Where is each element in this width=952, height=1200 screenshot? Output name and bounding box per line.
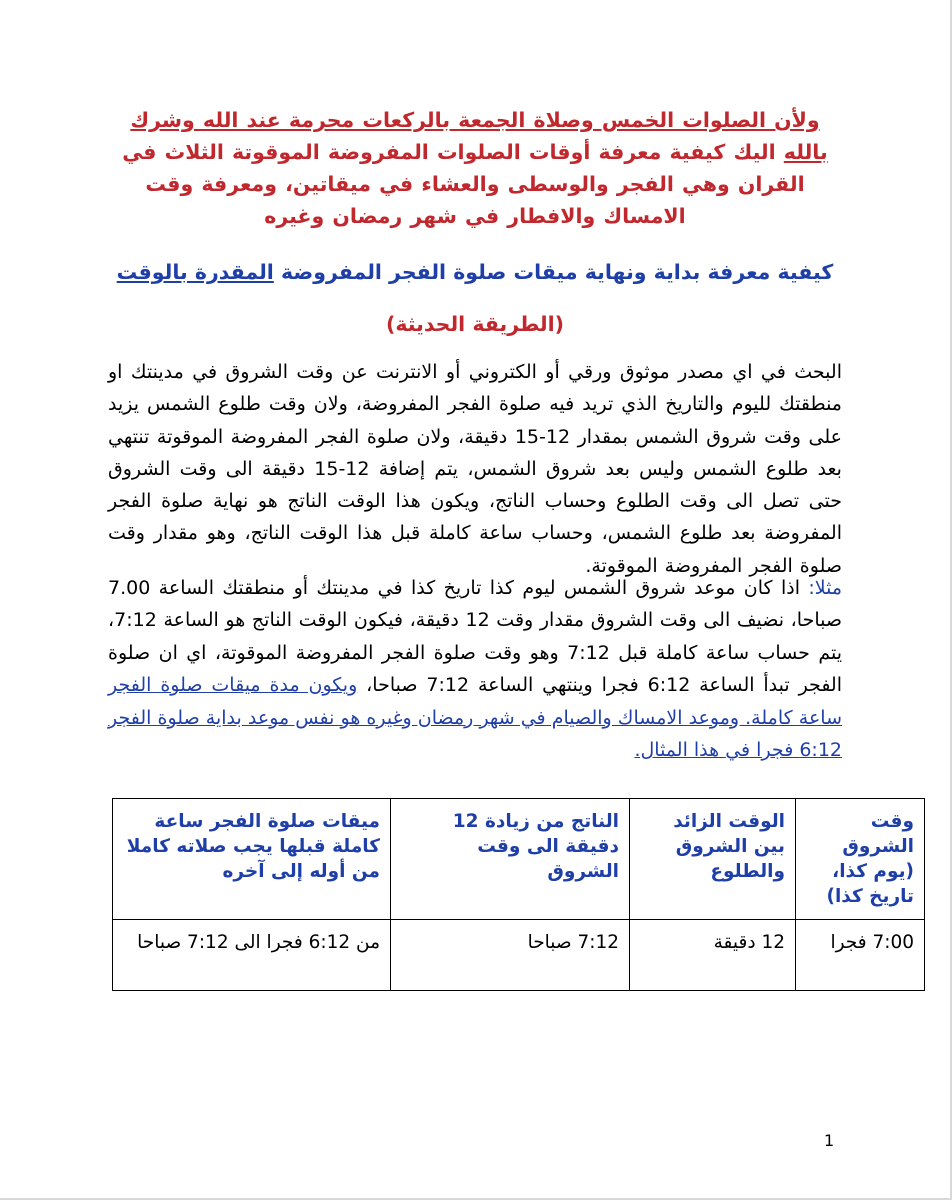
- header-sunrise-time: وقت الشروق (يوم كذا، تاريخ كذا): [796, 799, 925, 920]
- heading-underlined-text: المقدرة بالوقت: [116, 260, 274, 284]
- header-extra-time: الوقت الزائد بين الشروق والطلوع: [630, 799, 796, 920]
- intro-underlined-text: ولأن الصلوات الخمس وصلاة الجمعة بالركعات محرمة عند الله وشرك بالله: [130, 108, 828, 164]
- cell-result-time: 7:12 صباحا: [391, 920, 630, 991]
- intro-paragraph: [108, 104, 842, 232]
- table-row: [113, 920, 925, 991]
- section-subheading: (الطريقة الحديثة): [385, 312, 565, 336]
- example-text: اذا كان موعد شروق الشمس ليوم كذا تاريخ كذا في مدينتك أو منطقتك الساعة 7.00 صباحا، نضيف الى وقت الشروق مقدار وقت 12 دقيقة، فيكون الوقت الناتج هو الساعة 7:12، يتم حساب ساعة كاملة قبل 7:12 وهو وقت صلوة الفجر المفروضة الموقوتة، اي ان صلوة الفجر تبدأ الساعة 6:12 فجرا وينتهي الساعة 7:12 صباحا،: [108, 577, 843, 697]
- header-fajr-window: ميقات صلوة الفجر ساعة كاملة قبلها يجب صلاته كاملا من أوله إلى آخره: [113, 799, 391, 920]
- example-paragraph: [108, 572, 842, 766]
- page-number: 1: [824, 1131, 835, 1150]
- table-header-row: [113, 799, 925, 920]
- cell-sunrise-time: 7:00 فجرا: [796, 920, 925, 991]
- header-result-time: الناتج من زيادة 12 دقيقة الى وقت الشروق: [391, 799, 630, 920]
- cell-extra-time: 12 دقيقة: [630, 920, 796, 991]
- example-highlight: ويكون مدة ميقات صلوة الفجر ساعة كاملة. وموعد الامساك والصيام في شهر رمضان وغيره هو نفس موعد بداية صلوة الفجر 6:12 فجرا في هذا المثال.: [108, 674, 842, 762]
- section-heading: [108, 256, 842, 288]
- body-paragraph: البحث في اي مصدر موثوق ورقي أو الكتروني أو الانترنت عن وقت الشروق في مدينتك او منطقتك لليوم والتاريخ الذي تريد فيه صلوة الفجر المفروضة، ولان وقت طلوع الشمس يزيد على وقت شروق الشمس بمقدار 12-15 دقيقة، ولان صلوة الفجر المفروضة الموقوتة تنتهي بعد طلوع الشمس وليس بعد شروق الشمس، يتم إضافة 12-15 دقيقة الى وقت الشروق حتى تصل الى وقت الطلوع وحساب الناتج، ويكون هذا الوقت الناتج هو نهاية صلوة الفجر المفروضة بعد طلوع الشمس، وحساب ساعة كاملة قبل هذا الوقت الناتج، وهو مقدار وقت صلوة الفجر المفروضة الموقوتة.: [108, 361, 842, 577]
- heading-text: كيفية معرفة بداية ونهاية ميقات صلوة الفجر المفروضة: [273, 260, 834, 284]
- cell-fajr-window: من 6:12 فجرا الى 7:12 صباحا: [113, 920, 391, 991]
- prayer-time-table: [112, 798, 925, 991]
- example-label: مثلا:: [808, 577, 842, 599]
- intro-text: اليك كيفية معرفة أوقات الصلوات المفروضة الموقوتة الثلاث في القران وهي الفجر والوسطى والعشاء في ميقاتين، ومعرفة وقت الامساك والافطار في شهر رمضان وغيره: [122, 140, 805, 228]
